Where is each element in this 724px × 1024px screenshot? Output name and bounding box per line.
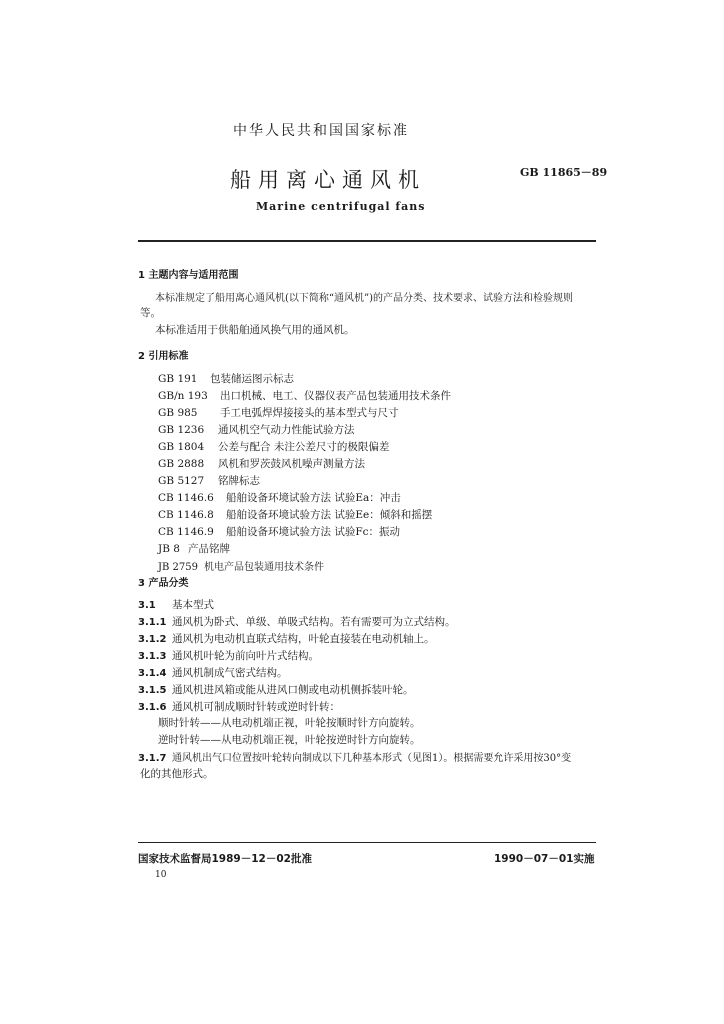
- clause-number: 3.1.2: [138, 634, 167, 645]
- clause-number: 3.1.7: [138, 753, 167, 764]
- ref-code: GB 2888: [158, 458, 205, 470]
- ref-title: 船舶设备环境试验方法 试验Fc：振动: [226, 526, 401, 538]
- rotation-clockwise: 顺时针转——从电动机端正视，叶轮按顺时针方向旋转。: [158, 717, 421, 729]
- clause-number: 3.1.4: [138, 668, 167, 679]
- footer-rule: [138, 842, 596, 843]
- ref-code: JB 8: [158, 543, 180, 555]
- clause-row: [138, 597, 214, 612]
- approval-date: 国家技术监督局1989－12－02批准: [138, 853, 312, 865]
- clause-row: [138, 648, 319, 663]
- ref-title: 产品铭牌: [188, 543, 230, 555]
- clause-text: 基本型式: [172, 599, 214, 611]
- clause-number: 3.1.3: [138, 651, 167, 662]
- ref-row: [158, 439, 389, 454]
- ref-title: 铭牌标志: [218, 475, 260, 487]
- clause-text: 通风机为电动机直联式结构，叶轮直接装在电动机轴上。: [172, 633, 435, 645]
- ref-code: CB 1146.9: [158, 526, 214, 538]
- paragraph-scope-line2: 等。: [140, 307, 161, 319]
- ref-code: GB 1804: [158, 441, 205, 453]
- ref-row: [158, 507, 432, 522]
- ref-row: [158, 541, 230, 556]
- ref-row: [158, 456, 365, 471]
- ref-title: 船舶设备环境试验方法 试验Ee：倾斜和摇摆: [226, 509, 433, 521]
- section-2-heading: 2 引用标准: [138, 351, 189, 362]
- ref-row: [158, 524, 400, 539]
- paragraph-scope-line1: 本标准规定了船用离心通风机(以下简称“通风机”)的产品分类、技术要求、试验方法和检验规则: [155, 293, 574, 304]
- ref-title: 手工电弧焊焊接接头的基本型式与尺寸: [220, 407, 399, 419]
- ref-title: 船舶设备环境试验方法 试验Ea：冲击: [226, 492, 401, 504]
- rotation-counterclockwise: 逆时针转——从电动机端正视，叶轮按逆时针方向旋转。: [158, 734, 421, 746]
- clause-text: 通风机叶轮为前向叶片式结构。: [172, 650, 319, 662]
- ref-title: 风机和罗茨鼓风机噪声测量方法: [218, 458, 365, 470]
- paragraph-applicability: 本标准适用于供船舶通风换气用的通风机。: [155, 324, 355, 336]
- clause-row: [138, 699, 340, 714]
- ref-row: [158, 422, 355, 437]
- ref-title: 出口机械、电工、仪器仪表产品包装通用技术条件: [220, 390, 451, 402]
- ref-code: GB 191: [158, 373, 198, 385]
- ref-title: 机电产品包装通用技术条件: [204, 562, 324, 573]
- ref-code: GB 1236: [158, 424, 205, 436]
- section-1-heading: 1 主题内容与适用范围: [138, 270, 239, 281]
- standard-number: GB 11865－89: [520, 166, 608, 179]
- page-number: 10: [155, 870, 167, 880]
- ref-title: 包装储运图示标志: [210, 373, 294, 385]
- ref-row: [158, 405, 399, 420]
- ref-row: [158, 473, 260, 488]
- clause-text: 通风机出气口位置按叶轮转向制成以下几种基本形式（见图1）。根据需要允许采用按30°变: [172, 753, 572, 764]
- clause-number: 3.1: [138, 600, 156, 611]
- ref-code: GB/n 193: [158, 390, 208, 402]
- ref-code: GB 985: [158, 407, 198, 419]
- clause-number: 3.1.6: [138, 702, 167, 713]
- english-title: Marine centrifugal fans: [256, 200, 426, 213]
- issuing-body: 中华人民共和国国家标准: [233, 123, 409, 139]
- clause-row: [138, 614, 456, 629]
- clause-number: 3.1.1: [138, 617, 167, 628]
- clause-row: [138, 682, 414, 697]
- clause-row: [138, 749, 571, 764]
- ref-row: [158, 371, 294, 386]
- ref-code: JB 2759: [158, 562, 198, 573]
- clause-row: [138, 631, 435, 646]
- clause-text: 通风机进风箱或能从进风口侧或电动机侧拆装叶轮。: [172, 684, 414, 696]
- ref-code: GB 5127: [158, 475, 205, 487]
- clause-3-1-7-continuation: 化的其他形式。: [140, 768, 214, 780]
- effective-date: 1990－07－01实施: [494, 853, 595, 865]
- section-3-heading: 3 产品分类: [138, 578, 189, 589]
- header-rule: [138, 240, 596, 242]
- ref-code: CB 1146.6: [158, 492, 214, 504]
- document-title: 船用离心通风机: [230, 168, 426, 192]
- ref-title: 公差与配合 未注公差尺寸的极限偏差: [218, 441, 390, 453]
- clause-text: 通风机为卧式、单级、单吸式结构。若有需要可为立式结构。: [172, 616, 456, 628]
- ref-row: [158, 388, 451, 403]
- clause-row: [138, 665, 288, 680]
- clause-text: 通风机可制成顺时针转或逆时针转：: [172, 701, 340, 713]
- ref-title: 通风机空气动力性能试验方法: [218, 424, 355, 436]
- ref-row: [158, 490, 401, 505]
- clause-number: 3.1.5: [138, 685, 167, 696]
- ref-code: CB 1146.8: [158, 509, 214, 521]
- clause-text: 通风机制成气密式结构。: [172, 667, 288, 679]
- ref-row: [158, 558, 324, 573]
